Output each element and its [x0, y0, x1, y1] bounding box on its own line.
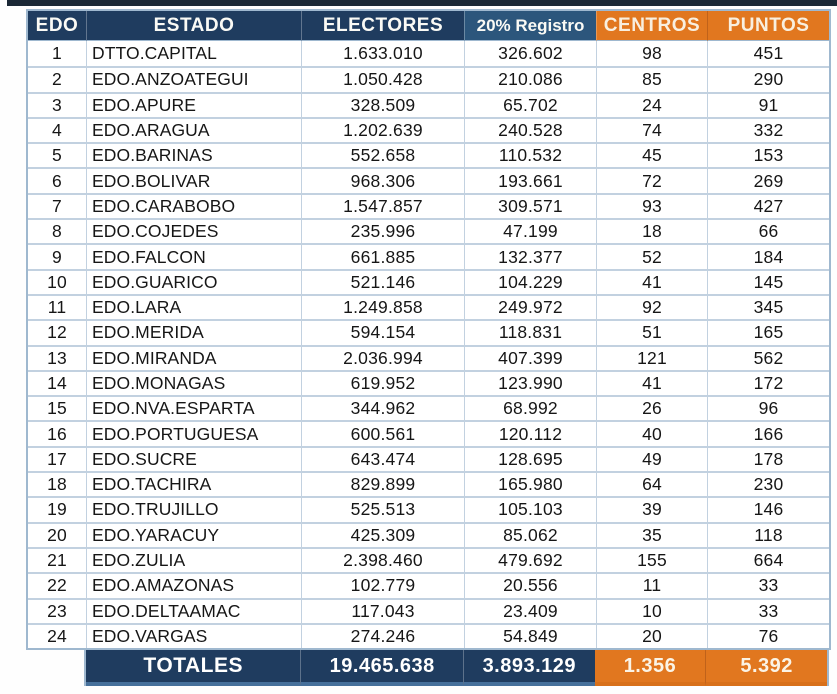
cell-edo: 21	[28, 547, 86, 572]
table-row	[28, 522, 829, 547]
table-row	[28, 471, 829, 496]
cell-estado: EDO.FALCON	[86, 243, 301, 268]
cell-centros: 121	[596, 345, 707, 370]
cell-puntos: 172	[707, 370, 829, 395]
cell-puntos: 562	[707, 345, 829, 370]
column-header-electores: ELECTORES	[301, 11, 464, 41]
cell-puntos: 66	[707, 218, 829, 243]
cell-estado: EDO.YARACUY	[86, 522, 301, 547]
cell-centros: 52	[596, 243, 707, 268]
cell-edo: 9	[28, 243, 86, 268]
cell-edo: 15	[28, 395, 86, 420]
cell-electores: 328.509	[301, 92, 464, 117]
cell-edo: 11	[28, 294, 86, 319]
cell-electores: 525.513	[301, 496, 464, 521]
cell-estado: EDO.ANZOATEGUI	[86, 66, 301, 91]
cell-registro: 193.661	[464, 167, 596, 192]
cell-registro: 132.377	[464, 243, 596, 268]
cell-estado: EDO.COJEDES	[86, 218, 301, 243]
cell-edo: 1	[52, 43, 62, 64]
cell-puntos: 91	[707, 92, 829, 117]
cell-electores: 274.246	[301, 623, 464, 648]
cell-edo: 20	[28, 522, 86, 547]
cell-edo: 8	[28, 218, 86, 243]
totals-electores: 19.465.638	[300, 650, 463, 686]
cell-edo: 14	[28, 370, 86, 395]
column-header-puntos: PUNTOS	[707, 11, 829, 41]
cell-centros: 24	[596, 92, 707, 117]
column-header-centros: CENTROS	[596, 11, 707, 41]
cell-edo: 2	[28, 66, 86, 91]
cell-centros: 45	[596, 142, 707, 167]
cell-puntos: 118	[707, 522, 829, 547]
cell-edo: 5	[28, 142, 86, 167]
cell-edo: 3	[28, 92, 86, 117]
cell-centros: 35	[596, 522, 707, 547]
cell-edo: 18	[28, 471, 86, 496]
cell-centros: 92	[596, 294, 707, 319]
electoral-table	[26, 9, 831, 650]
totals-label: TOTALES	[86, 650, 300, 686]
table-row	[28, 345, 829, 370]
cell-registro: 54.849	[464, 623, 596, 648]
cell-electores: 661.885	[301, 243, 464, 268]
cell-registro: 118.831	[464, 319, 596, 344]
cell-puntos: 664	[707, 547, 829, 572]
cell-electores: 600.561	[301, 420, 464, 445]
cell-centros: 11	[596, 572, 707, 597]
cell-centros: 18	[596, 218, 707, 243]
cell-edo: 7	[28, 193, 86, 218]
cell-centros: 93	[596, 193, 707, 218]
cell-electores: 102.779	[301, 572, 464, 597]
cell-electores: 117.043	[301, 598, 464, 623]
cell-centros: 41	[596, 370, 707, 395]
cell-estado: EDO.MONAGAS	[86, 370, 301, 395]
cell-edo: 24	[28, 623, 86, 648]
cell-registro: 128.695	[464, 446, 596, 471]
cell-estado: EDO.NVA.ESPARTA	[86, 395, 301, 420]
table-row	[28, 370, 829, 395]
table-row	[28, 446, 829, 471]
table-row	[28, 193, 829, 218]
cell-registro: 120.112	[464, 420, 596, 445]
cell-puntos: 146	[707, 496, 829, 521]
totals-row	[84, 650, 829, 686]
cell-registro: 407.399	[464, 345, 596, 370]
cell-electores: 235.996	[301, 218, 464, 243]
table-row	[28, 496, 829, 521]
cell-registro: 240.528	[464, 117, 596, 142]
table-row	[28, 218, 829, 243]
cell-puntos: 184	[707, 243, 829, 268]
table-row	[28, 395, 829, 420]
table-row	[28, 66, 829, 91]
cell-registro: 479.692	[464, 547, 596, 572]
cell-edo: 19	[28, 496, 86, 521]
column-header-registro: 20% Registro	[464, 11, 596, 41]
cell-puntos: 153	[707, 142, 829, 167]
column-header-edo: EDO	[28, 11, 86, 41]
cell-centros: 85	[596, 66, 707, 91]
cell-centros: 155	[596, 547, 707, 572]
cell-centros: 20	[596, 623, 707, 648]
cell-puntos: 332	[707, 117, 829, 142]
cell-estado: EDO.PORTUGUESA	[86, 420, 301, 445]
table-row	[28, 117, 829, 142]
cell-registro: 309.571	[464, 193, 596, 218]
cell-edo: 10	[28, 269, 86, 294]
cell-puntos: 290	[707, 66, 829, 91]
cell-estado: EDO.DELTAAMAC	[86, 598, 301, 623]
cell-registro: 85.062	[464, 522, 596, 547]
table-body	[28, 41, 829, 648]
cell-estado: EDO.SUCRE	[86, 446, 301, 471]
top-accent-bar	[7, 0, 837, 6]
table-row	[28, 420, 829, 445]
cell-registro: 210.086	[464, 66, 596, 91]
cell-registro: 23.409	[464, 598, 596, 623]
cell-centros: 64	[596, 471, 707, 496]
cell-centros: 72	[596, 167, 707, 192]
cell-registro: 165.980	[464, 471, 596, 496]
cell-estado: EDO.MIRANDA	[86, 345, 301, 370]
cell-centros: 74	[596, 117, 707, 142]
cell-estado: EDO.LARA	[86, 294, 301, 319]
cell-edo: 16	[28, 420, 86, 445]
cell-electores: 968.306	[301, 167, 464, 192]
cell-centros: 40	[596, 420, 707, 445]
totals-puntos: 5.392	[705, 650, 827, 686]
table-row	[28, 92, 829, 117]
cell-electores: 829.899	[301, 471, 464, 496]
electoral-table-container	[26, 9, 829, 686]
cell-edo: 4	[28, 117, 86, 142]
cell-puntos: 145	[707, 269, 829, 294]
table-row	[28, 294, 829, 319]
cell-edo: 12	[28, 319, 86, 344]
cell-registro: 249.972	[464, 294, 596, 319]
cell-registro: 65.702	[464, 92, 596, 117]
table-row	[28, 572, 829, 597]
cell-centros: 26	[596, 395, 707, 420]
cell-electores: 1.050.428	[301, 66, 464, 91]
cell-puntos: 230	[707, 471, 829, 496]
table-row	[28, 598, 829, 623]
cell-centros: 10	[596, 598, 707, 623]
cell-puntos: 345	[707, 294, 829, 319]
cell-puntos: 178	[707, 446, 829, 471]
cell-centros: 51	[596, 319, 707, 344]
cell-estado: EDO.TRUJILLO	[86, 496, 301, 521]
cell-electores: 521.146	[301, 269, 464, 294]
cell-electores: 619.952	[301, 370, 464, 395]
cell-edo: 6	[28, 167, 86, 192]
cell-electores: 1.633.010	[301, 41, 464, 66]
table-row	[28, 623, 829, 648]
cell-centros: 98	[596, 41, 707, 66]
table-row	[28, 142, 829, 167]
cell-estado: EDO.ZULIA	[86, 547, 301, 572]
cell-estado: EDO.BARINAS	[86, 142, 301, 167]
cell-electores: 2.036.994	[301, 345, 464, 370]
cell-puntos: 33	[707, 598, 829, 623]
cell-estado: EDO.BOLIVAR	[86, 167, 301, 192]
cell-edo: 23	[28, 598, 86, 623]
table-row	[28, 41, 829, 66]
cell-electores: 425.309	[301, 522, 464, 547]
cell-estado: EDO.GUARICO	[86, 269, 301, 294]
cell-registro: 68.992	[464, 395, 596, 420]
cell-puntos: 427	[707, 193, 829, 218]
cell-estado: EDO.AMAZONAS	[86, 572, 301, 597]
cell-electores: 1.202.639	[301, 117, 464, 142]
cell-registro: 110.532	[464, 142, 596, 167]
cell-centros: 41	[596, 269, 707, 294]
cell-registro: 123.990	[464, 370, 596, 395]
cell-electores: 1.249.858	[301, 294, 464, 319]
cell-puntos: 165	[707, 319, 829, 344]
cell-puntos: 166	[707, 420, 829, 445]
table-header	[28, 11, 829, 41]
cell-electores: 552.658	[301, 142, 464, 167]
cell-estado: EDO.TACHIRA	[86, 471, 301, 496]
table-row	[28, 167, 829, 192]
cell-estado: EDO.ARAGUA	[86, 117, 301, 142]
totals-registro: 3.893.129	[463, 650, 595, 686]
cell-electores: 1.547.857	[301, 193, 464, 218]
cell-estado: DTTO.CAPITAL	[86, 41, 301, 66]
table-row	[28, 319, 829, 344]
cell-puntos: 76	[707, 623, 829, 648]
table-row	[28, 243, 829, 268]
cell-registro: 326.602	[464, 41, 596, 66]
cell-centros: 49	[596, 446, 707, 471]
totals-centros: 1.356	[595, 650, 706, 686]
cell-registro: 105.103	[464, 496, 596, 521]
column-header-estado: ESTADO	[86, 11, 301, 41]
cell-edo: 17	[28, 446, 86, 471]
cell-electores: 594.154	[301, 319, 464, 344]
cell-registro: 20.556	[464, 572, 596, 597]
cell-electores: 344.962	[301, 395, 464, 420]
cell-estado: EDO.APURE	[86, 92, 301, 117]
cell-estado: EDO.MERIDA	[86, 319, 301, 344]
cell-estado: EDO.CARABOBO	[86, 193, 301, 218]
cell-registro: 104.229	[464, 269, 596, 294]
cell-puntos: 33	[707, 572, 829, 597]
cell-electores: 2.398.460	[301, 547, 464, 572]
cell-centros: 39	[596, 496, 707, 521]
cell-puntos: 451	[707, 41, 829, 66]
cell-electores: 643.474	[301, 446, 464, 471]
cell-registro: 47.199	[464, 218, 596, 243]
cell-puntos: 96	[707, 395, 829, 420]
table-row	[28, 269, 829, 294]
cell-edo: 22	[28, 572, 86, 597]
cell-estado: EDO.VARGAS	[86, 623, 301, 648]
cell-edo: 13	[28, 345, 86, 370]
table-row	[28, 547, 829, 572]
cell-puntos: 269	[707, 167, 829, 192]
